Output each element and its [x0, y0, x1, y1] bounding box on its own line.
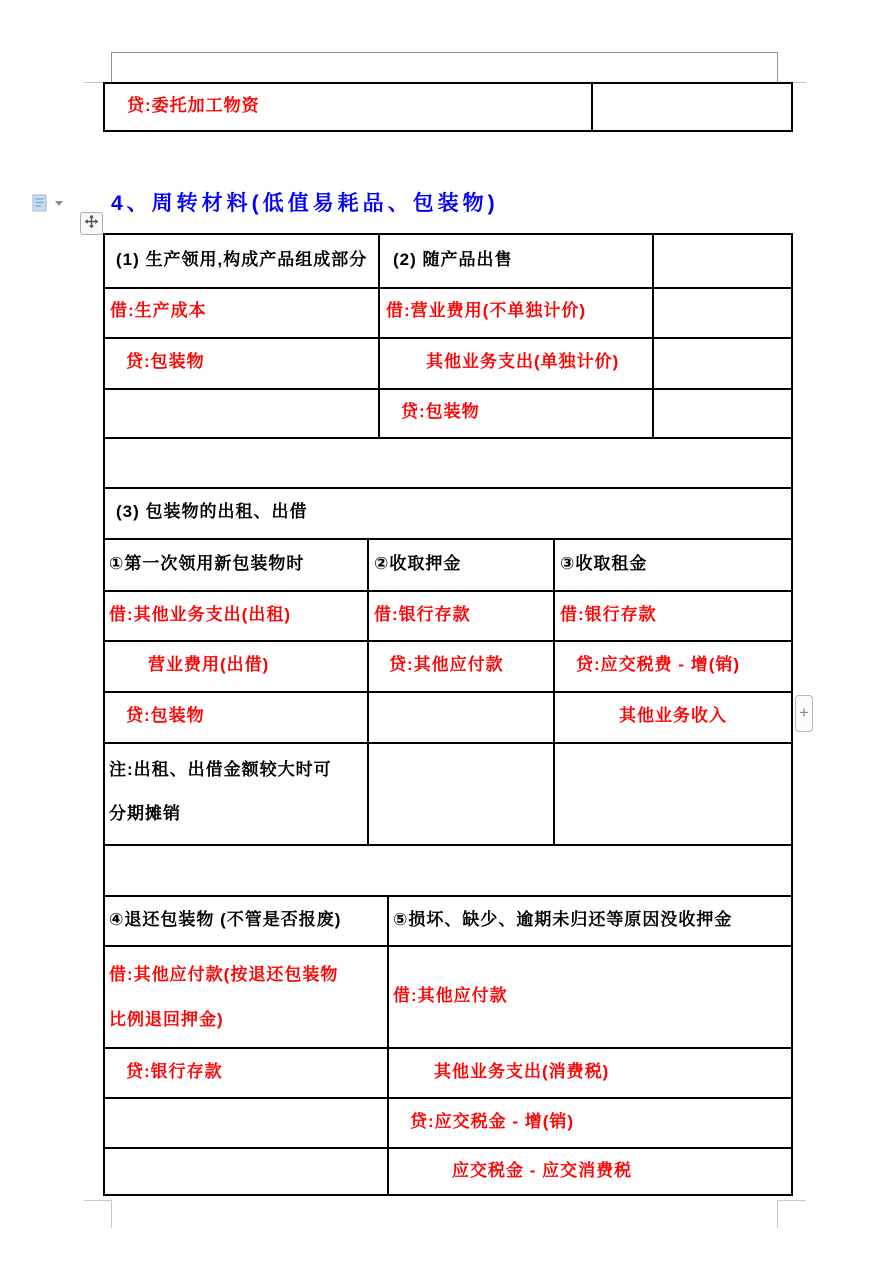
table-border: [103, 1147, 793, 1149]
table-border: [103, 895, 793, 897]
chevron-down-icon: [55, 201, 63, 206]
table-border: [103, 487, 793, 489]
table-border: [103, 844, 793, 846]
cell-part3-title: (3) 包装物的出租、出借: [116, 502, 308, 521]
table-border: [103, 691, 793, 693]
table-border: [591, 82, 593, 132]
cell-part3-case1-debit: 借:其他业务支出(出租): [109, 605, 291, 624]
table-border: [791, 233, 793, 1196]
cell-case2-debit2: 其他业务支出(单独计价): [426, 352, 620, 371]
cell-case4-title: ④退还包装物 (不管是否报废): [109, 910, 342, 929]
text-boundary-mark: [111, 52, 112, 82]
table-border: [103, 538, 793, 540]
text-boundary-top-line: [111, 52, 778, 53]
table-border: [652, 233, 654, 439]
cell-credit-consigned-materials: 贷:委托加工物资: [127, 96, 260, 115]
table-border: [791, 82, 793, 132]
table-border: [387, 895, 389, 1196]
table-border: [103, 437, 793, 439]
text-boundary-mark: [777, 1200, 778, 1228]
table-move-handle[interactable]: [80, 212, 103, 235]
cell-case2-title: (2) 随产品出售: [393, 250, 513, 269]
text-boundary-mark: [111, 1200, 112, 1228]
table-border: [103, 945, 793, 947]
cell-part3-case1-debit2: 营业费用(出借): [148, 655, 270, 674]
table-border: [103, 388, 793, 390]
text-boundary-mark: [777, 52, 778, 82]
table-border: [553, 538, 555, 846]
table-border: [103, 82, 105, 132]
cell-case1-debit: 借:生产成本: [110, 301, 207, 320]
cell-part3-note-line1: 注:出租、出借金额较大时可: [109, 760, 332, 779]
cell-case2-debit: 借:营业费用(不单独计价): [386, 301, 586, 320]
table-border: [103, 742, 793, 744]
cell-case5-debit2: 其他业务支出(消费税): [434, 1062, 610, 1081]
cell-part3-case2-credit: 贷:其他应付款: [389, 655, 504, 674]
cell-part3-note-line2: 分期摊销: [109, 804, 181, 823]
cell-part3-case2-title: ②收取押金: [374, 554, 462, 573]
table-border: [103, 1097, 793, 1099]
table-border: [103, 233, 793, 235]
plus-button[interactable]: +: [795, 695, 813, 732]
cell-case1-credit: 贷:包装物: [126, 352, 205, 371]
cell-part3-case3-credit: 贷:应交税费 - 增(销): [576, 655, 741, 674]
table-border: [103, 130, 793, 132]
cell-case4-debit-line1: 借:其他应付款(按退还包装物: [109, 965, 339, 984]
table-border: [103, 1047, 793, 1049]
table-border: [103, 640, 793, 642]
table-border: [378, 233, 380, 439]
cell-part3-case3-debit: 借:银行存款: [560, 605, 657, 624]
cell-part3-case3-credit2: 其他业务收入: [619, 706, 727, 725]
table-border: [103, 287, 793, 289]
cell-part3-case1-credit: 贷:包装物: [126, 706, 205, 725]
cell-case5-debit: 借:其他应付款: [393, 986, 508, 1005]
cell-case2-credit: 贷:包装物: [401, 402, 480, 421]
table-border: [103, 337, 793, 339]
table-border: [367, 538, 369, 846]
cell-case4-debit-line2: 比例退回押金): [109, 1010, 224, 1029]
table-border: [103, 82, 793, 84]
table-border: [103, 233, 105, 1196]
table-border: [103, 590, 793, 592]
text-boundary-mark: [777, 1200, 806, 1201]
cell-case5-title: ⑤损坏、缺少、逾期未归还等原因没收押金: [393, 910, 733, 929]
move-arrows-icon: [84, 214, 99, 234]
table-border: [103, 1194, 793, 1196]
cell-part3-case2-debit: 借:银行存款: [374, 605, 471, 624]
section-heading: 4、周转材料(低值易耗品、包装物): [111, 192, 499, 215]
cell-part3-case3-title: ③收取租金: [560, 554, 648, 573]
text-boundary-mark: [84, 1200, 111, 1201]
cell-case4-credit: 贷:银行存款: [126, 1062, 223, 1081]
cell-part3-case1-title: ①第一次领用新包装物时: [109, 554, 305, 573]
cell-case5-credit: 贷:应交税金 - 增(销): [410, 1112, 575, 1131]
paste-options-button[interactable]: [30, 193, 66, 215]
cell-case1-title: (1) 生产领用,构成产品组成部分: [116, 250, 368, 269]
cell-case5-credit2: 应交税金 - 应交消费税: [452, 1161, 633, 1180]
